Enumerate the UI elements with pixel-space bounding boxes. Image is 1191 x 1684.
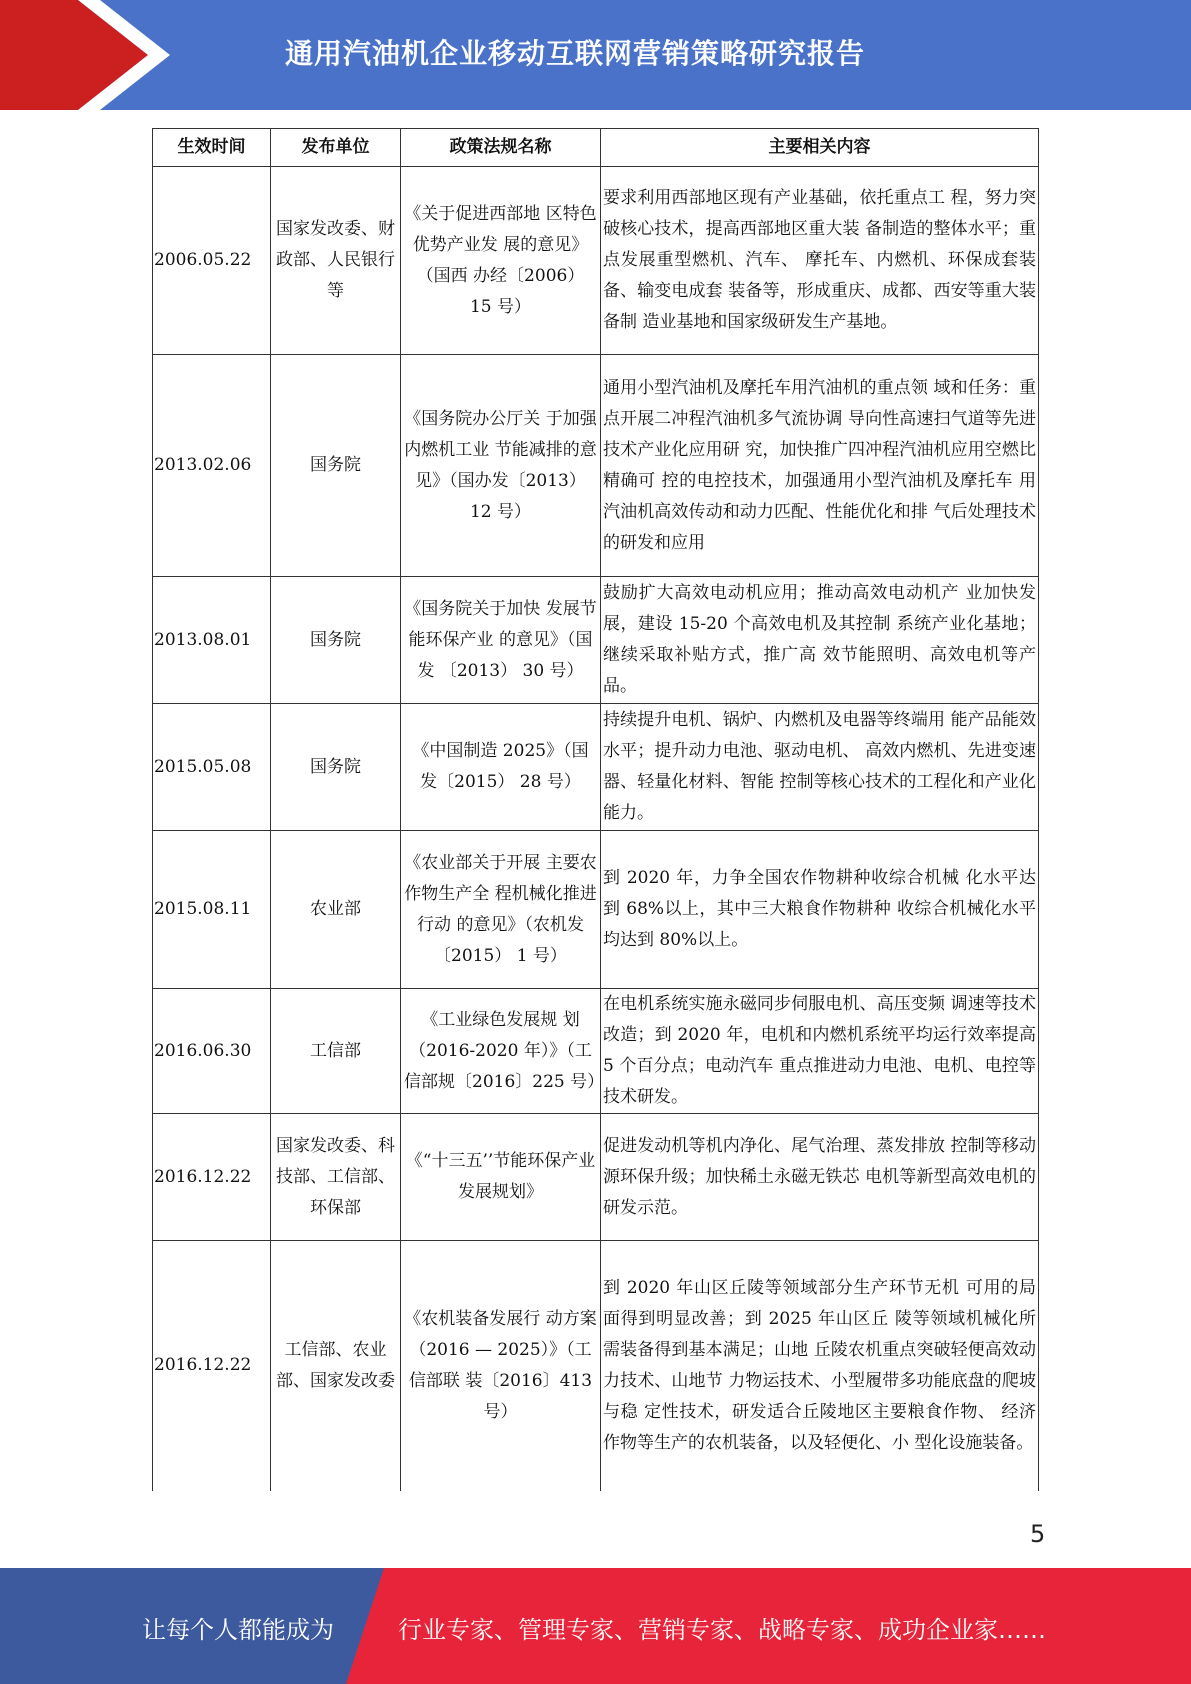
cell-policy-name: 《农机装备发展行 动方案（2016 — 2025）》（工信部联 装〔2016〕413 号） xyxy=(401,1241,601,1491)
cell-issuer: 工信部 xyxy=(271,989,401,1114)
table-row xyxy=(153,167,1039,355)
table-row xyxy=(153,1114,1039,1241)
table-row xyxy=(153,1241,1039,1491)
column-header-content: 主要相关内容 xyxy=(601,129,1039,167)
cell-content: 到 2020 年，力争全国农作物耕种收综合机械 化水平达到 68%以上，其中三大粮食作物耕种 收综合机械化水平均达到 80%以上。 xyxy=(601,831,1039,989)
footer-slogan-right: 行业专家、管理专家、营销专家、战略专家、成功企业家…… xyxy=(398,1616,1046,1644)
cell-issuer: 工信部、农业部、国家发改委 xyxy=(271,1241,401,1491)
cell-policy-name: 《国务院关于加快 发展节能环保产业 的意见》（国发 〔2013） 30 号） xyxy=(401,577,601,704)
cell-content: 持续提升电机、锅炉、内燃机及电器等终端用 能产品能效水平；提升动力电池、驱动电机、 高效内燃机、先进变速器、轻量化材料、智能 控制等核心技术的工程化和产业化能力。 xyxy=(601,704,1039,831)
cell-date: 2013.08.01 xyxy=(153,577,271,704)
cell-issuer: 国务院 xyxy=(271,704,401,831)
cell-content: 鼓励扩大高效电动机应用；推动高效电动机产 业加快发展，建设 15-20 个高效电机及其控制 系统产业化基地；继续采取补贴方式，推广高 效节能照明、高效电机等产品。 xyxy=(601,577,1039,704)
cell-date: 2016.12.22 xyxy=(153,1114,271,1241)
cell-date: 2016.06.30 xyxy=(153,989,271,1114)
column-header-policy-name: 政策法规名称 xyxy=(401,129,601,167)
cell-content: 在电机系统实施永磁同步伺服电机、高压变频 调速等技术改造；到 2020 年，电机和内燃机系统平均运行效率提高 5 个百分点；电动汽车 重点推进动力电池、电机、电控等技术研发。 xyxy=(601,989,1039,1114)
cell-content: 到 2020 年山区丘陵等领域部分生产环节无机 可用的局面得到明显改善；到 2025 年山区丘 陵等领域机械化所需装备得到基本满足；山地 丘陵农机重点突破轻便高效动力技术、山地节 力物运技术、小型履带多功能底盘的爬坡与稳 定性技术，研发适合丘陵地区主要粮食作物、 经济作物等生产的农机装备，以及轻便化、小 型化设施装备。 xyxy=(601,1241,1039,1491)
cell-policy-name: 《“十三五’’节能环保产业发展规划》 xyxy=(401,1114,601,1241)
table-row xyxy=(153,831,1039,989)
cell-issuer: 国家发改委、财政部、人民银行等 xyxy=(271,167,401,355)
table-row xyxy=(153,577,1039,704)
report-title: 通用汽油机企业移动互联网营销策略研究报告 xyxy=(285,37,866,70)
cell-date: 2015.08.11 xyxy=(153,831,271,989)
cell-policy-name: 《关于促进西部地 区特色优势产业发 展的意见》（国西 办经〔2006） 15 号） xyxy=(401,167,601,355)
cell-date: 2016.12.22 xyxy=(153,1241,271,1491)
table-header-row xyxy=(153,129,1039,167)
cell-issuer: 国务院 xyxy=(271,355,401,577)
cell-content: 要求利用西部地区现有产业基础，依托重点工 程，努力突破核心技术，提高西部地区重大装 备制造的整体水平；重点发展重型燃机、汽车、 摩托车、内燃机、环保成套装备、输变电成套 装备等，形成重庆、成都、西安等重大装备制 造业基地和国家级研发生产基地。 xyxy=(601,167,1039,355)
column-header-date: 生效时间 xyxy=(153,129,271,167)
policy-table xyxy=(152,128,1039,1491)
page-number: 5 xyxy=(1030,1520,1046,1548)
cell-issuer: 农业部 xyxy=(271,831,401,989)
page-header xyxy=(0,0,1191,110)
cell-content: 促进发动机等机内净化、尾气治理、蒸发排放 控制等移动源环保升级；加快稀土永磁无铁芯 电机等新型高效电机的研发示范。 xyxy=(601,1114,1039,1241)
table-row xyxy=(153,355,1039,577)
page-footer xyxy=(0,1568,1191,1684)
table-row xyxy=(153,704,1039,831)
cell-content: 通用小型汽油机及摩托车用汽油机的重点领 域和任务：重点开展二冲程汽油机多气流协调 导向性高速扫气道等先进技术产业化应用研 究，加快推广四冲程汽油机应用空燃比精确可 控的电控技术，加强通用小型汽油机及摩托车 用汽油机高效传动和动力匹配、性能优化和排 气后处理技术的研发和应用 xyxy=(601,355,1039,577)
cell-date: 2015.05.08 xyxy=(153,704,271,831)
cell-policy-name: 《国务院办公厅关 于加强内燃机工业 节能减排的意见》（国办发〔2013） 12 号） xyxy=(401,355,601,577)
cell-date: 2006.05.22 xyxy=(153,167,271,355)
column-header-issuer: 发布单位 xyxy=(271,129,401,167)
cell-policy-name: 《中国制造 2025》（国发〔2015） 28 号） xyxy=(401,704,601,831)
table-row xyxy=(153,989,1039,1114)
cell-date: 2013.02.06 xyxy=(153,355,271,577)
cell-policy-name: 《农业部关于开展 主要农作物生产全 程机械化推进行动 的意见》（农机发〔2015） 1 号） xyxy=(401,831,601,989)
footer-slogan-left: 让每个人都能成为 xyxy=(142,1616,334,1644)
cell-issuer: 国家发改委、科技部、工信部、环保部 xyxy=(271,1114,401,1241)
cell-policy-name: 《工业绿色发展规 划（2016-2020 年）》（工信部规〔2016〕225 号） xyxy=(401,989,601,1114)
cell-issuer: 国务院 xyxy=(271,577,401,704)
